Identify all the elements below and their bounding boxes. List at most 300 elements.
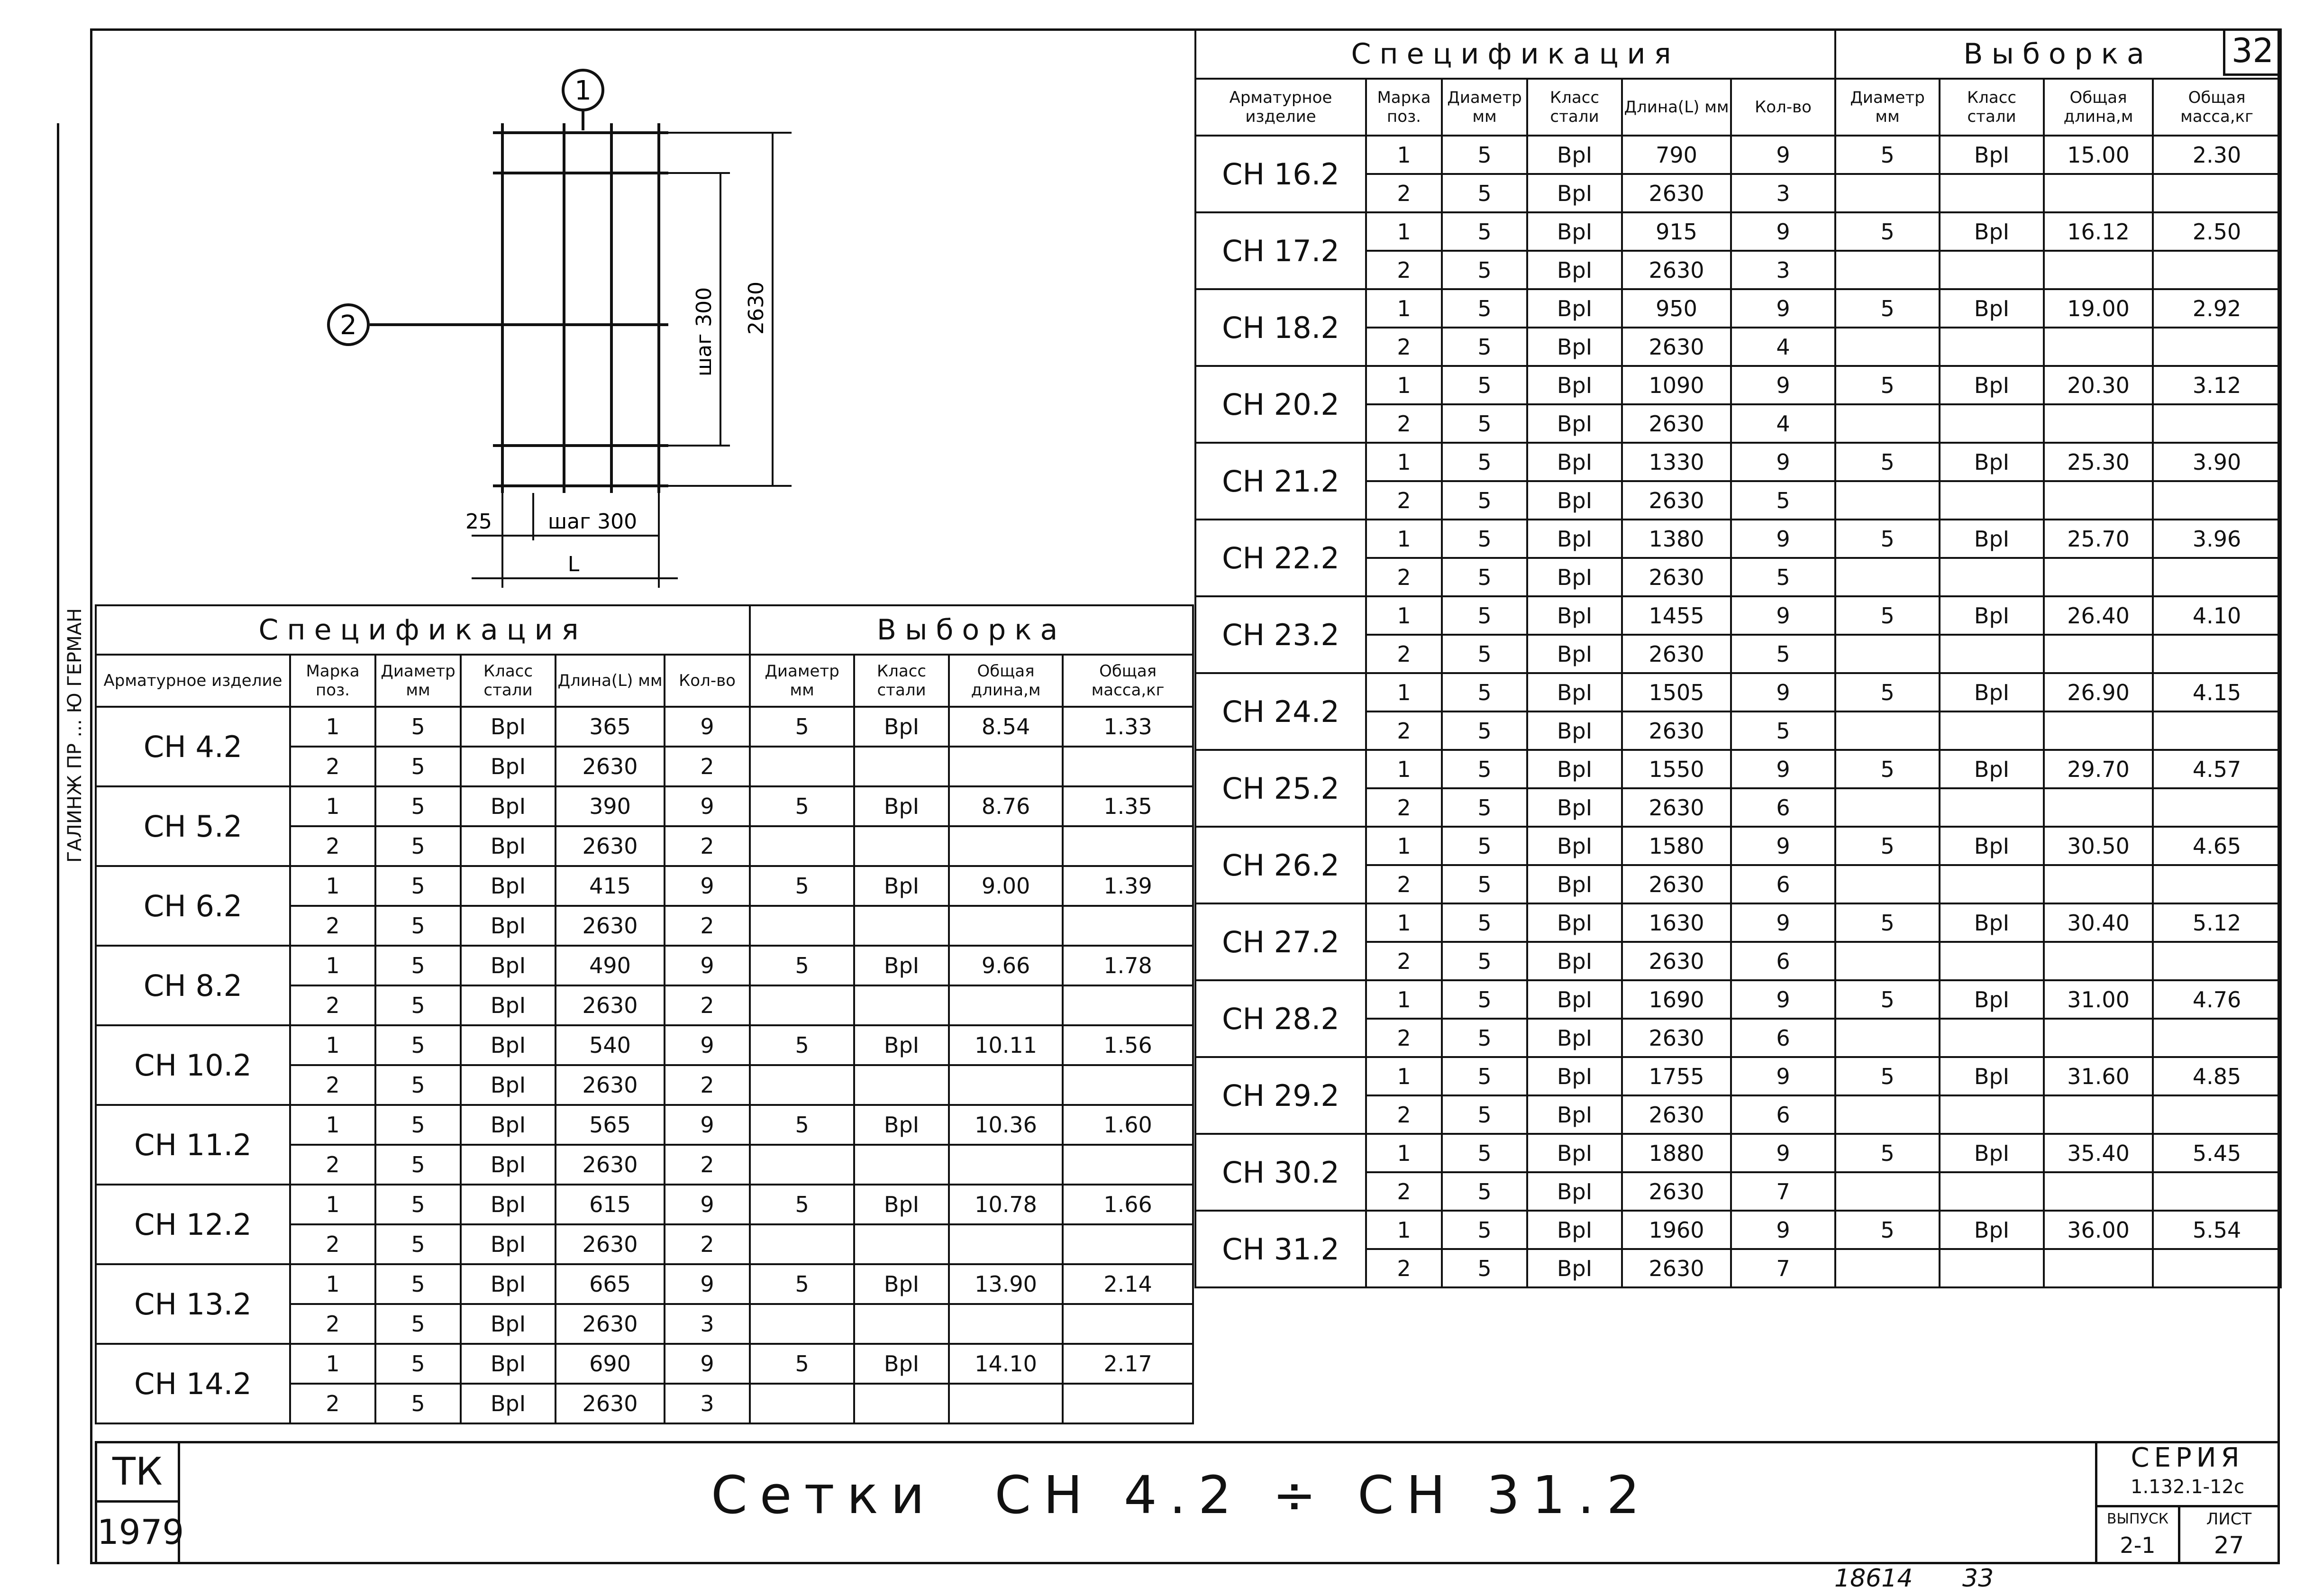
spec-cell: 9 xyxy=(1731,136,1835,174)
spec-cell: ВрI xyxy=(461,1224,556,1264)
issue-label: ВЫПУСК xyxy=(2106,1511,2169,1527)
selection-cell xyxy=(2044,558,2153,596)
spec-cell: 2 xyxy=(1366,558,1442,596)
column-header: Диаметр мм xyxy=(1442,79,1527,136)
selection-cell xyxy=(1940,481,2044,520)
selection-cell: ВрI xyxy=(854,786,949,826)
spec-cell: 1 xyxy=(1366,750,1442,788)
spec-cell: 1690 xyxy=(1622,980,1731,1019)
spec-cell: 5 xyxy=(375,1224,461,1264)
spec-cell: 9 xyxy=(665,707,750,747)
sheet-box xyxy=(2178,1505,2280,1564)
column-header: Длина(L) мм xyxy=(1622,79,1731,136)
issue-box xyxy=(2095,1505,2180,1564)
selection-cell xyxy=(949,1304,1063,1344)
selection-cell: 3.90 xyxy=(2153,443,2281,481)
column-header: Арматурное изделие xyxy=(1195,79,1366,136)
selection-cell: ВрI xyxy=(854,866,949,906)
table-row xyxy=(1195,289,2281,328)
selection-cell xyxy=(1940,942,2044,980)
item-mark: СН 14.2 xyxy=(96,1344,290,1423)
selection-cell xyxy=(1835,942,1940,980)
table-row xyxy=(96,707,1193,747)
table-row xyxy=(1195,903,2281,942)
selection-cell: 31.00 xyxy=(2044,980,2153,1019)
selection-cell xyxy=(1940,251,2044,289)
spec-cell: 2630 xyxy=(1622,404,1731,443)
spec-cell: 2630 xyxy=(1622,1019,1731,1057)
sheet-number: 32 xyxy=(2231,31,2274,70)
spec-cell: 2 xyxy=(1366,1019,1442,1057)
spec-cell: 9 xyxy=(1731,596,1835,635)
selection-cell: 2.30 xyxy=(2153,136,2281,174)
table-row xyxy=(1195,1057,2281,1095)
table-row xyxy=(1195,1134,2281,1172)
selection-cell: 10.78 xyxy=(949,1185,1063,1224)
spec-cell: 5 xyxy=(1442,404,1527,443)
year-box xyxy=(95,1500,184,1564)
table-row xyxy=(96,946,1193,985)
spec-cell: 9 xyxy=(1731,980,1835,1019)
spec-cell: 5 xyxy=(375,1384,461,1423)
spec-cell: ВрI xyxy=(1527,1211,1622,1249)
selection-cell: 5 xyxy=(1835,980,1940,1019)
item-mark: СН 18.2 xyxy=(1195,289,1366,366)
spec-cell: ВрI xyxy=(1527,481,1622,520)
selection-cell: 1.56 xyxy=(1063,1025,1193,1065)
selection-cell xyxy=(750,1224,854,1264)
spec-cell: 2 xyxy=(1366,942,1442,980)
selection-cell: ВрI xyxy=(1940,520,2044,558)
spec-cell: 5 xyxy=(1442,673,1527,711)
selection-cell: 5 xyxy=(750,946,854,985)
selection-cell: 4.10 xyxy=(2153,596,2281,635)
selection-cell xyxy=(750,1304,854,1344)
spec-cell: 1 xyxy=(290,1264,375,1304)
spec-cell: 1380 xyxy=(1622,520,1731,558)
mesh-drawing xyxy=(90,28,1194,607)
spec-cell: 415 xyxy=(556,866,665,906)
spec-cell: ВрI xyxy=(461,985,556,1025)
selection-cell xyxy=(750,1384,854,1423)
spec-cell: 3 xyxy=(665,1384,750,1423)
selection-cell: 5 xyxy=(1835,750,1940,788)
item-mark: СН 28.2 xyxy=(1195,980,1366,1057)
table-row xyxy=(1195,520,2281,558)
selection-cell: 3.96 xyxy=(2153,520,2281,558)
selection-cell xyxy=(2153,942,2281,980)
item-mark: СН 27.2 xyxy=(1195,903,1366,980)
dim-height: 2630 xyxy=(744,282,768,335)
callout-1: 1 xyxy=(574,75,592,106)
item-mark: СН 30.2 xyxy=(1195,1134,1366,1211)
selection-cell: 4.15 xyxy=(2153,673,2281,711)
selection-cell: 5 xyxy=(1835,289,1940,328)
selection-cell: 5 xyxy=(1835,366,1940,404)
selection-cell xyxy=(2044,404,2153,443)
selection-cell xyxy=(2153,711,2281,750)
item-mark: СН 26.2 xyxy=(1195,827,1366,903)
selection-cell xyxy=(1063,906,1193,946)
selection-cell xyxy=(2044,481,2153,520)
spec-cell: 2630 xyxy=(1622,328,1731,366)
spec-cell: 5 xyxy=(1442,1172,1527,1211)
spec-cell: 5 xyxy=(1442,711,1527,750)
column-header: Длина(L) мм xyxy=(556,655,665,707)
selection-cell xyxy=(2153,1019,2281,1057)
selection-cell xyxy=(854,1384,949,1423)
spec-cell: 2 xyxy=(1366,1095,1442,1134)
selection-cell: 19.00 xyxy=(2044,289,2153,328)
spec-cell: 9 xyxy=(665,1185,750,1224)
spec-cell: 5 xyxy=(375,1185,461,1224)
spec-cell: ВрI xyxy=(461,747,556,786)
item-mark: СН 11.2 xyxy=(96,1105,290,1185)
selection-cell: 29.70 xyxy=(2044,750,2153,788)
dim-length: L xyxy=(567,552,580,576)
spec-cell: ВрI xyxy=(461,906,556,946)
selection-title: Выборка xyxy=(1835,29,2281,79)
selection-cell xyxy=(2044,1095,2153,1134)
item-mark: СН 10.2 xyxy=(96,1025,290,1105)
selection-cell: 2.92 xyxy=(2153,289,2281,328)
spec-cell: 5 xyxy=(1442,1057,1527,1095)
selection-cell: 1.60 xyxy=(1063,1105,1193,1145)
selection-cell: 26.40 xyxy=(2044,596,2153,635)
selection-cell: 30.50 xyxy=(2044,827,2153,865)
spec-cell: 5 xyxy=(375,707,461,747)
column-header: Кол-во xyxy=(665,655,750,707)
spec-cell: ВрI xyxy=(461,1344,556,1384)
selection-cell xyxy=(2044,1019,2153,1057)
selection-cell xyxy=(2153,328,2281,366)
item-mark: СН 6.2 xyxy=(96,866,290,946)
selection-cell xyxy=(1940,1019,2044,1057)
selection-cell xyxy=(1835,481,1940,520)
spec-cell: 2630 xyxy=(556,826,665,866)
spec-cell: 2 xyxy=(665,1065,750,1105)
spec-cell: 6 xyxy=(1731,865,1835,903)
spec-cell: 1 xyxy=(290,707,375,747)
table-row xyxy=(1195,827,2281,865)
spec-cell: 1880 xyxy=(1622,1134,1731,1172)
spec-cell: 1 xyxy=(1366,136,1442,174)
spec-cell: ВрI xyxy=(461,786,556,826)
spec-cell: 5 xyxy=(375,1264,461,1304)
selection-cell: ВрI xyxy=(854,1344,949,1384)
selection-cell: 5 xyxy=(750,1105,854,1145)
selection-cell: ВрI xyxy=(1940,750,2044,788)
spec-cell: 5 xyxy=(375,747,461,786)
table-row xyxy=(1195,443,2281,481)
selection-cell xyxy=(949,985,1063,1025)
spec-cell: 2 xyxy=(665,985,750,1025)
selection-cell: ВрI xyxy=(1940,596,2044,635)
column-header: Диаметр мм xyxy=(750,655,854,707)
table-row xyxy=(96,1105,1193,1145)
item-mark: СН 31.2 xyxy=(1195,1211,1366,1287)
selection-cell xyxy=(2153,251,2281,289)
spec-cell: 5 xyxy=(375,1105,461,1145)
spec-cell: 1090 xyxy=(1622,366,1731,404)
sheet-title: Сетки СН 4.2 ÷ СН 31.2 xyxy=(711,1465,1652,1525)
item-mark: СН 4.2 xyxy=(96,707,290,786)
selection-cell: 8.76 xyxy=(949,786,1063,826)
selection-cell xyxy=(2153,1172,2281,1211)
selection-cell: 10.11 xyxy=(949,1025,1063,1065)
sheet-label: ЛИСТ xyxy=(2206,1510,2252,1529)
column-header: Марка поз. xyxy=(1366,79,1442,136)
spec-cell: 2630 xyxy=(556,1224,665,1264)
spec-cell: ВрI xyxy=(1527,788,1622,827)
spec-cell: 2 xyxy=(665,906,750,946)
selection-cell xyxy=(2044,865,2153,903)
selection-cell xyxy=(949,1065,1063,1105)
spec-cell: 6 xyxy=(1731,1019,1835,1057)
selection-cell: 10.36 xyxy=(949,1105,1063,1145)
spec-cell: 2630 xyxy=(1622,865,1731,903)
spec-cell: 5 xyxy=(1731,711,1835,750)
spec-cell: 4 xyxy=(1731,404,1835,443)
spec-cell: 9 xyxy=(1731,750,1835,788)
selection-cell xyxy=(1940,865,2044,903)
spec-cell: 9 xyxy=(1731,212,1835,251)
selection-cell: ВрI xyxy=(1940,903,2044,942)
selection-cell xyxy=(1063,1065,1193,1105)
item-mark: СН 22.2 xyxy=(1195,520,1366,596)
selection-cell: 1.35 xyxy=(1063,786,1193,826)
spec-cell: 1 xyxy=(1366,520,1442,558)
spec-cell: 2 xyxy=(1366,328,1442,366)
selection-cell xyxy=(949,747,1063,786)
selection-cell: 25.70 xyxy=(2044,520,2153,558)
spec-cell: 3 xyxy=(665,1304,750,1344)
spec-cell: 5 xyxy=(1442,212,1527,251)
spec-cell: ВрI xyxy=(461,1025,556,1065)
spec-cell: 5 xyxy=(375,1145,461,1185)
selection-cell xyxy=(750,826,854,866)
selection-cell xyxy=(1835,865,1940,903)
spec-cell: 1960 xyxy=(1622,1211,1731,1249)
selection-cell xyxy=(1835,1095,1940,1134)
column-header: Арматурное изделие xyxy=(96,655,290,707)
spec-cell: 2 xyxy=(290,826,375,866)
spec-cell: 5 xyxy=(1442,1211,1527,1249)
spec-cell: 4 xyxy=(1731,328,1835,366)
spec-cell: 9 xyxy=(1731,903,1835,942)
selection-cell xyxy=(949,1384,1063,1423)
spec-cell: 2 xyxy=(290,985,375,1025)
spec-cell: 5 xyxy=(1442,980,1527,1019)
spec-cell: ВрI xyxy=(461,1145,556,1185)
spec-cell: 5 xyxy=(1442,788,1527,827)
spec-cell: 5 xyxy=(1442,635,1527,673)
spec-cell: 5 xyxy=(375,1065,461,1105)
selection-cell xyxy=(1063,1304,1193,1344)
spec-cell: ВрI xyxy=(1527,404,1622,443)
spec-cell: ВрI xyxy=(1527,136,1622,174)
spec-cell: 2630 xyxy=(556,906,665,946)
step-vertical: шаг 300 xyxy=(692,287,716,377)
spec-cell: ВрI xyxy=(461,1105,556,1145)
spec-cell: 1 xyxy=(1366,1057,1442,1095)
selection-cell xyxy=(2153,635,2281,673)
spec-cell: 5 xyxy=(1442,558,1527,596)
spec-cell: ВрI xyxy=(1527,711,1622,750)
sheet-value: 27 xyxy=(2214,1532,2244,1559)
spec-cell: 2 xyxy=(290,1304,375,1344)
selection-cell: 36.00 xyxy=(2044,1211,2153,1249)
selection-cell xyxy=(1835,1172,1940,1211)
selection-cell xyxy=(2153,558,2281,596)
spec-cell: 5 xyxy=(1442,1019,1527,1057)
spec-cell: 2 xyxy=(290,1065,375,1105)
column-header: Диаметр мм xyxy=(1835,79,1940,136)
selection-cell xyxy=(1940,1172,2044,1211)
column-header: Общая длина,м xyxy=(949,655,1063,707)
selection-cell xyxy=(2044,788,2153,827)
selection-cell: 31.60 xyxy=(2044,1057,2153,1095)
item-mark: СН 20.2 xyxy=(1195,366,1366,443)
spec-cell: 1 xyxy=(290,946,375,985)
selection-cell xyxy=(949,826,1063,866)
spec-cell: ВрI xyxy=(1527,596,1622,635)
spec-cell: ВрI xyxy=(1527,827,1622,865)
selection-cell xyxy=(1835,251,1940,289)
selection-cell: 5 xyxy=(750,1185,854,1224)
spec-cell: ВрI xyxy=(1527,635,1622,673)
spec-cell: ВрI xyxy=(1527,212,1622,251)
table-row xyxy=(1195,1211,2281,1249)
selection-cell: ВрI xyxy=(854,707,949,747)
spec-cell: 1 xyxy=(1366,1211,1442,1249)
selection-cell xyxy=(1835,788,1940,827)
selection-cell: 9.00 xyxy=(949,866,1063,906)
spec-cell: ВрI xyxy=(461,866,556,906)
spec-cell: ВрI xyxy=(461,1065,556,1105)
spec-cell: 2630 xyxy=(556,1384,665,1423)
spec-cell: 2 xyxy=(1366,1172,1442,1211)
spec-cell: ВрI xyxy=(1527,1019,1622,1057)
spec-cell: 2 xyxy=(1366,404,1442,443)
spec-cell: 2 xyxy=(1366,788,1442,827)
selection-cell: 16.12 xyxy=(2044,212,2153,251)
selection-cell xyxy=(1940,635,2044,673)
spec-cell: 9 xyxy=(1731,443,1835,481)
selection-cell: ВрI xyxy=(854,1185,949,1224)
selection-cell: 4.76 xyxy=(2153,980,2281,1019)
selection-cell: 5 xyxy=(1835,673,1940,711)
spec-cell: ВрI xyxy=(1527,251,1622,289)
table-row xyxy=(1195,366,2281,404)
code: ТК xyxy=(112,1450,163,1494)
spec-cell: 2630 xyxy=(1622,788,1731,827)
spec-cell: 5 xyxy=(1442,481,1527,520)
selection-cell xyxy=(854,1304,949,1344)
spec-cell: 5 xyxy=(375,985,461,1025)
spec-cell: 5 xyxy=(1442,289,1527,328)
selection-cell: 5 xyxy=(750,1264,854,1304)
selection-cell xyxy=(1940,788,2044,827)
selection-cell xyxy=(1940,174,2044,212)
selection-cell xyxy=(1835,635,1940,673)
spec-cell: ВрI xyxy=(1527,289,1622,328)
right-spec-table xyxy=(1194,28,2282,1288)
selection-cell: 2.50 xyxy=(2153,212,2281,251)
selection-cell xyxy=(2044,251,2153,289)
spec-cell: 5 xyxy=(1442,328,1527,366)
spec-cell: 2 xyxy=(1366,251,1442,289)
spec-cell: 5 xyxy=(1442,520,1527,558)
selection-cell xyxy=(1940,711,2044,750)
spec-cell: 2 xyxy=(290,747,375,786)
selection-cell: ВрI xyxy=(1940,1057,2044,1095)
spec-cell: 490 xyxy=(556,946,665,985)
spec-cell: 2 xyxy=(665,1145,750,1185)
selection-cell: 5 xyxy=(750,786,854,826)
selection-cell: 5 xyxy=(750,1025,854,1065)
selection-cell: ВрI xyxy=(1940,1211,2044,1249)
selection-cell xyxy=(750,906,854,946)
selection-cell: 20.30 xyxy=(2044,366,2153,404)
spec-cell: ВрI xyxy=(1527,750,1622,788)
selection-cell: 5 xyxy=(1835,1211,1940,1249)
selection-cell: 1.33 xyxy=(1063,707,1193,747)
selection-cell: 5 xyxy=(1835,596,1940,635)
series-label: СЕРИЯ xyxy=(2131,1442,2244,1473)
selection-cell: 4.65 xyxy=(2153,827,2281,865)
spec-cell: ВрI xyxy=(1527,942,1622,980)
selection-cell: 14.10 xyxy=(949,1344,1063,1384)
spec-cell: 2630 xyxy=(1622,1095,1731,1134)
item-mark: СН 25.2 xyxy=(1195,750,1366,827)
spec-cell: ВрI xyxy=(1527,1249,1622,1287)
spec-cell: 3 xyxy=(1731,174,1835,212)
spec-cell: 9 xyxy=(1731,1134,1835,1172)
selection-cell xyxy=(1835,174,1940,212)
spec-cell: 2 xyxy=(1366,865,1442,903)
spec-cell: 2630 xyxy=(1622,942,1731,980)
table-row xyxy=(1195,750,2281,788)
spec-cell: ВрI xyxy=(461,946,556,985)
selection-cell xyxy=(2153,404,2281,443)
selection-cell: 9.66 xyxy=(949,946,1063,985)
spec-cell: 6 xyxy=(1731,1095,1835,1134)
spec-cell: 5 xyxy=(375,826,461,866)
spec-cell: 2630 xyxy=(1622,481,1731,520)
spec-cell: 5 xyxy=(1442,750,1527,788)
selection-cell xyxy=(854,1065,949,1105)
selection-cell: 5 xyxy=(1835,827,1940,865)
spec-cell: 5 xyxy=(1442,251,1527,289)
spec-cell: ВрI xyxy=(461,1384,556,1423)
spec-cell: 1455 xyxy=(1622,596,1731,635)
spec-cell: ВрI xyxy=(1527,1134,1622,1172)
spec-title: Спецификация xyxy=(1195,29,1835,79)
selection-cell: 5 xyxy=(1835,903,1940,942)
spec-cell: 5 xyxy=(375,786,461,826)
spec-cell: 790 xyxy=(1622,136,1731,174)
selection-cell xyxy=(1063,826,1193,866)
selection-cell xyxy=(949,906,1063,946)
selection-cell xyxy=(1063,985,1193,1025)
selection-cell: ВрI xyxy=(854,1025,949,1065)
selection-cell xyxy=(2153,788,2281,827)
spec-cell: 665 xyxy=(556,1264,665,1304)
spec-cell: 2630 xyxy=(556,985,665,1025)
column-header: Общая масса,кг xyxy=(2153,79,2281,136)
selection-cell xyxy=(854,1145,949,1185)
